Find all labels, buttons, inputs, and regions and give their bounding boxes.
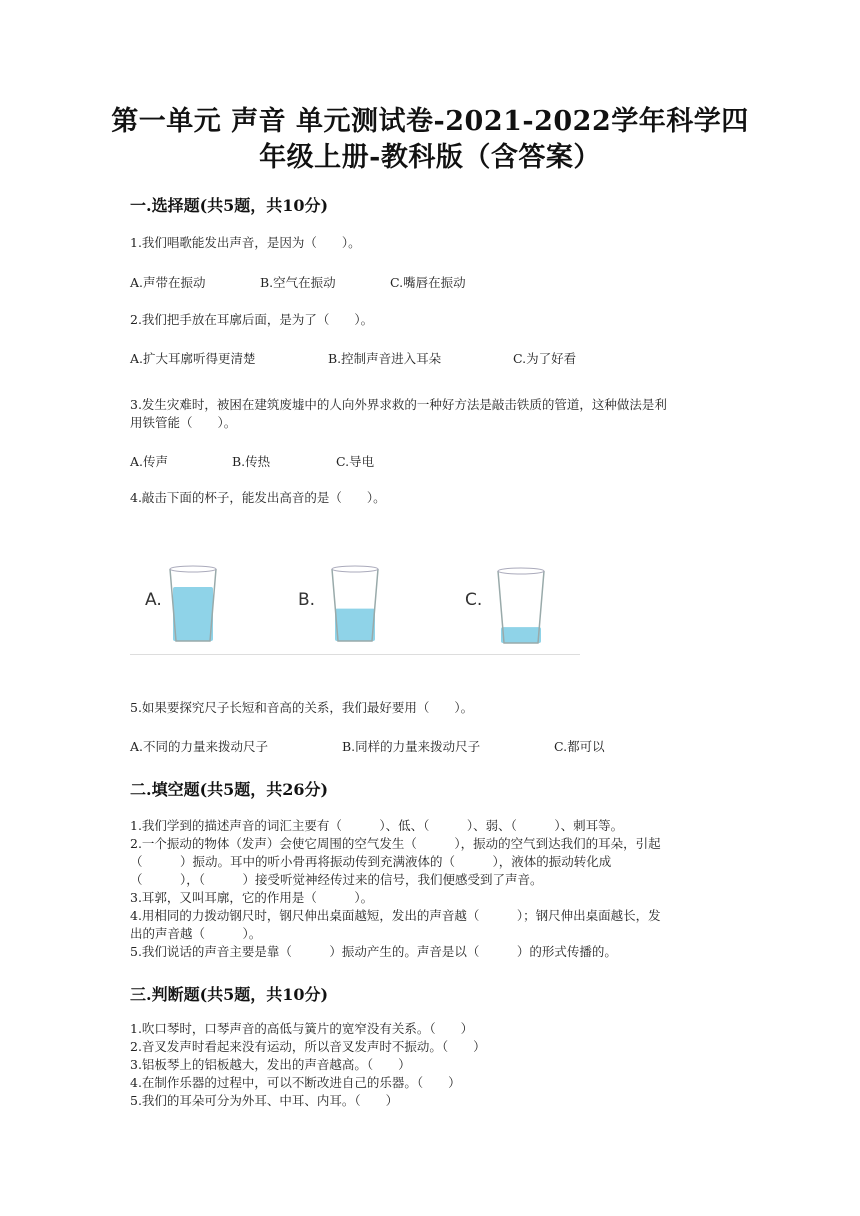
cup-b-water bbox=[335, 609, 375, 641]
question-2-text: 2.我们把手放在耳廓后面，是为了（ ）。 bbox=[130, 312, 374, 327]
question-3-option-c[interactable]: C.导电 bbox=[336, 454, 375, 469]
cup-a-water bbox=[173, 587, 213, 641]
question-5-option-b[interactable]: B.同样的力量来拨动尺子 bbox=[342, 739, 481, 754]
question-3-line-2: 用铁管能（ ）。 bbox=[130, 415, 237, 430]
question-2-option-b[interactable]: B.控制声音进入耳朵 bbox=[328, 351, 442, 366]
question-3-line-1: 3.发生灾难时，被困在建筑废墟中的人向外界求救的一种好方法是敲击铁质的管道，这种做法是利 bbox=[130, 397, 667, 412]
fill-line-6: 4.用相同的力拨动钢尺时，钢尺伸出桌面越短，发出的声音越（ ）；钢尺伸出桌面越长，发 bbox=[130, 908, 661, 923]
question-3-option-a[interactable]: A.传声 bbox=[130, 454, 169, 469]
fill-line-2: 2.一个振动的物体（发声）会使它周围的空气发生（ ），振动的空气到达我们的耳朵，引起 bbox=[130, 836, 661, 851]
cup-label-c: C. bbox=[465, 590, 483, 610]
judge-line-2: 2.音叉发声时看起来没有运动，所以音叉发声时不振动。（ ） bbox=[130, 1039, 486, 1054]
question-4-text: 4.敲击下面的杯子，能发出高音的是（ ）。 bbox=[130, 490, 386, 505]
cup-c-water bbox=[501, 627, 541, 643]
section-2-heading: 二.填空题(共5题，共26分) bbox=[130, 780, 329, 799]
question-1-text: 1.我们唱歌能发出声音，是因为（ ）。 bbox=[130, 235, 361, 250]
fill-line-8: 5.我们说话的声音主要是靠（ ）振动产生的。声音是以（ ）的形式传播的。 bbox=[130, 944, 617, 959]
question-5-option-a[interactable]: A.不同的力量来拨动尺子 bbox=[130, 739, 269, 754]
question-3-text bbox=[130, 396, 730, 432]
question-3-option-b[interactable]: B.传热 bbox=[232, 454, 271, 469]
judge-line-3: 3.铝板琴上的铝板越大，发出的声音越高。（ ） bbox=[130, 1057, 411, 1072]
cup-a-icon[interactable] bbox=[168, 565, 218, 645]
section-1-heading: 一.选择题(共5题，共10分) bbox=[130, 196, 329, 215]
fill-in-questions bbox=[130, 817, 730, 961]
question-1-option-a[interactable]: A.声带在振动 bbox=[130, 275, 206, 290]
question-1-option-c[interactable]: C.嘴唇在振动 bbox=[390, 275, 466, 290]
fill-line-7: 出的声音越（ ）。 bbox=[130, 926, 262, 941]
fill-line-1: 1.我们学到的描述声音的词汇主要有（ ）、低、（ ）、弱、（ ）、刺耳等。 bbox=[130, 818, 624, 833]
title-line-2: 年级上册-教科版（含答案） bbox=[259, 142, 601, 173]
question-5-text: 5.如果要探究尺子长短和音高的关系，我们最好要用（ ）。 bbox=[130, 700, 474, 715]
fill-line-3: （ ）振动。耳中的听小骨再将振动传到充满液体的（ ），液体的振动转化成 bbox=[130, 854, 612, 869]
fill-line-5: 3.耳郭，又叫耳廓，它的作用是（ ）。 bbox=[130, 890, 374, 905]
question-2-option-a[interactable]: A.扩大耳廓听得更清楚 bbox=[130, 351, 256, 366]
question-5-option-c[interactable]: C.都可以 bbox=[554, 739, 605, 754]
cup-b-icon[interactable] bbox=[330, 565, 380, 645]
judge-line-5: 5.我们的耳朵可分为外耳、中耳、内耳。（ ） bbox=[130, 1093, 399, 1108]
question-4-cups-figure bbox=[130, 555, 580, 655]
question-1-option-b[interactable]: B.空气在振动 bbox=[260, 275, 336, 290]
title-line-1: 第一单元 声音 单元测试卷-2021-2022学年科学四 bbox=[111, 106, 749, 137]
fill-line-4: （ ），（ ）接受听觉神经传过来的信号，我们便感受到了声音。 bbox=[130, 872, 543, 887]
cup-label-a: A. bbox=[145, 590, 162, 610]
cup-label-b: B. bbox=[298, 590, 316, 610]
section-3-heading: 三.判断题(共5题，共10分) bbox=[130, 985, 329, 1004]
page-title bbox=[100, 104, 760, 176]
true-false-questions bbox=[130, 1020, 730, 1110]
figure-divider bbox=[130, 654, 580, 655]
judge-line-4: 4.在制作乐器的过程中，可以不断改进自己的乐器。（ ） bbox=[130, 1075, 461, 1090]
judge-line-1: 1.吹口琴时，口琴声音的高低与簧片的宽窄没有关系。（ ） bbox=[130, 1021, 474, 1036]
cup-c-icon[interactable] bbox=[496, 567, 546, 647]
question-2-option-c[interactable]: C.为了好看 bbox=[513, 351, 577, 366]
